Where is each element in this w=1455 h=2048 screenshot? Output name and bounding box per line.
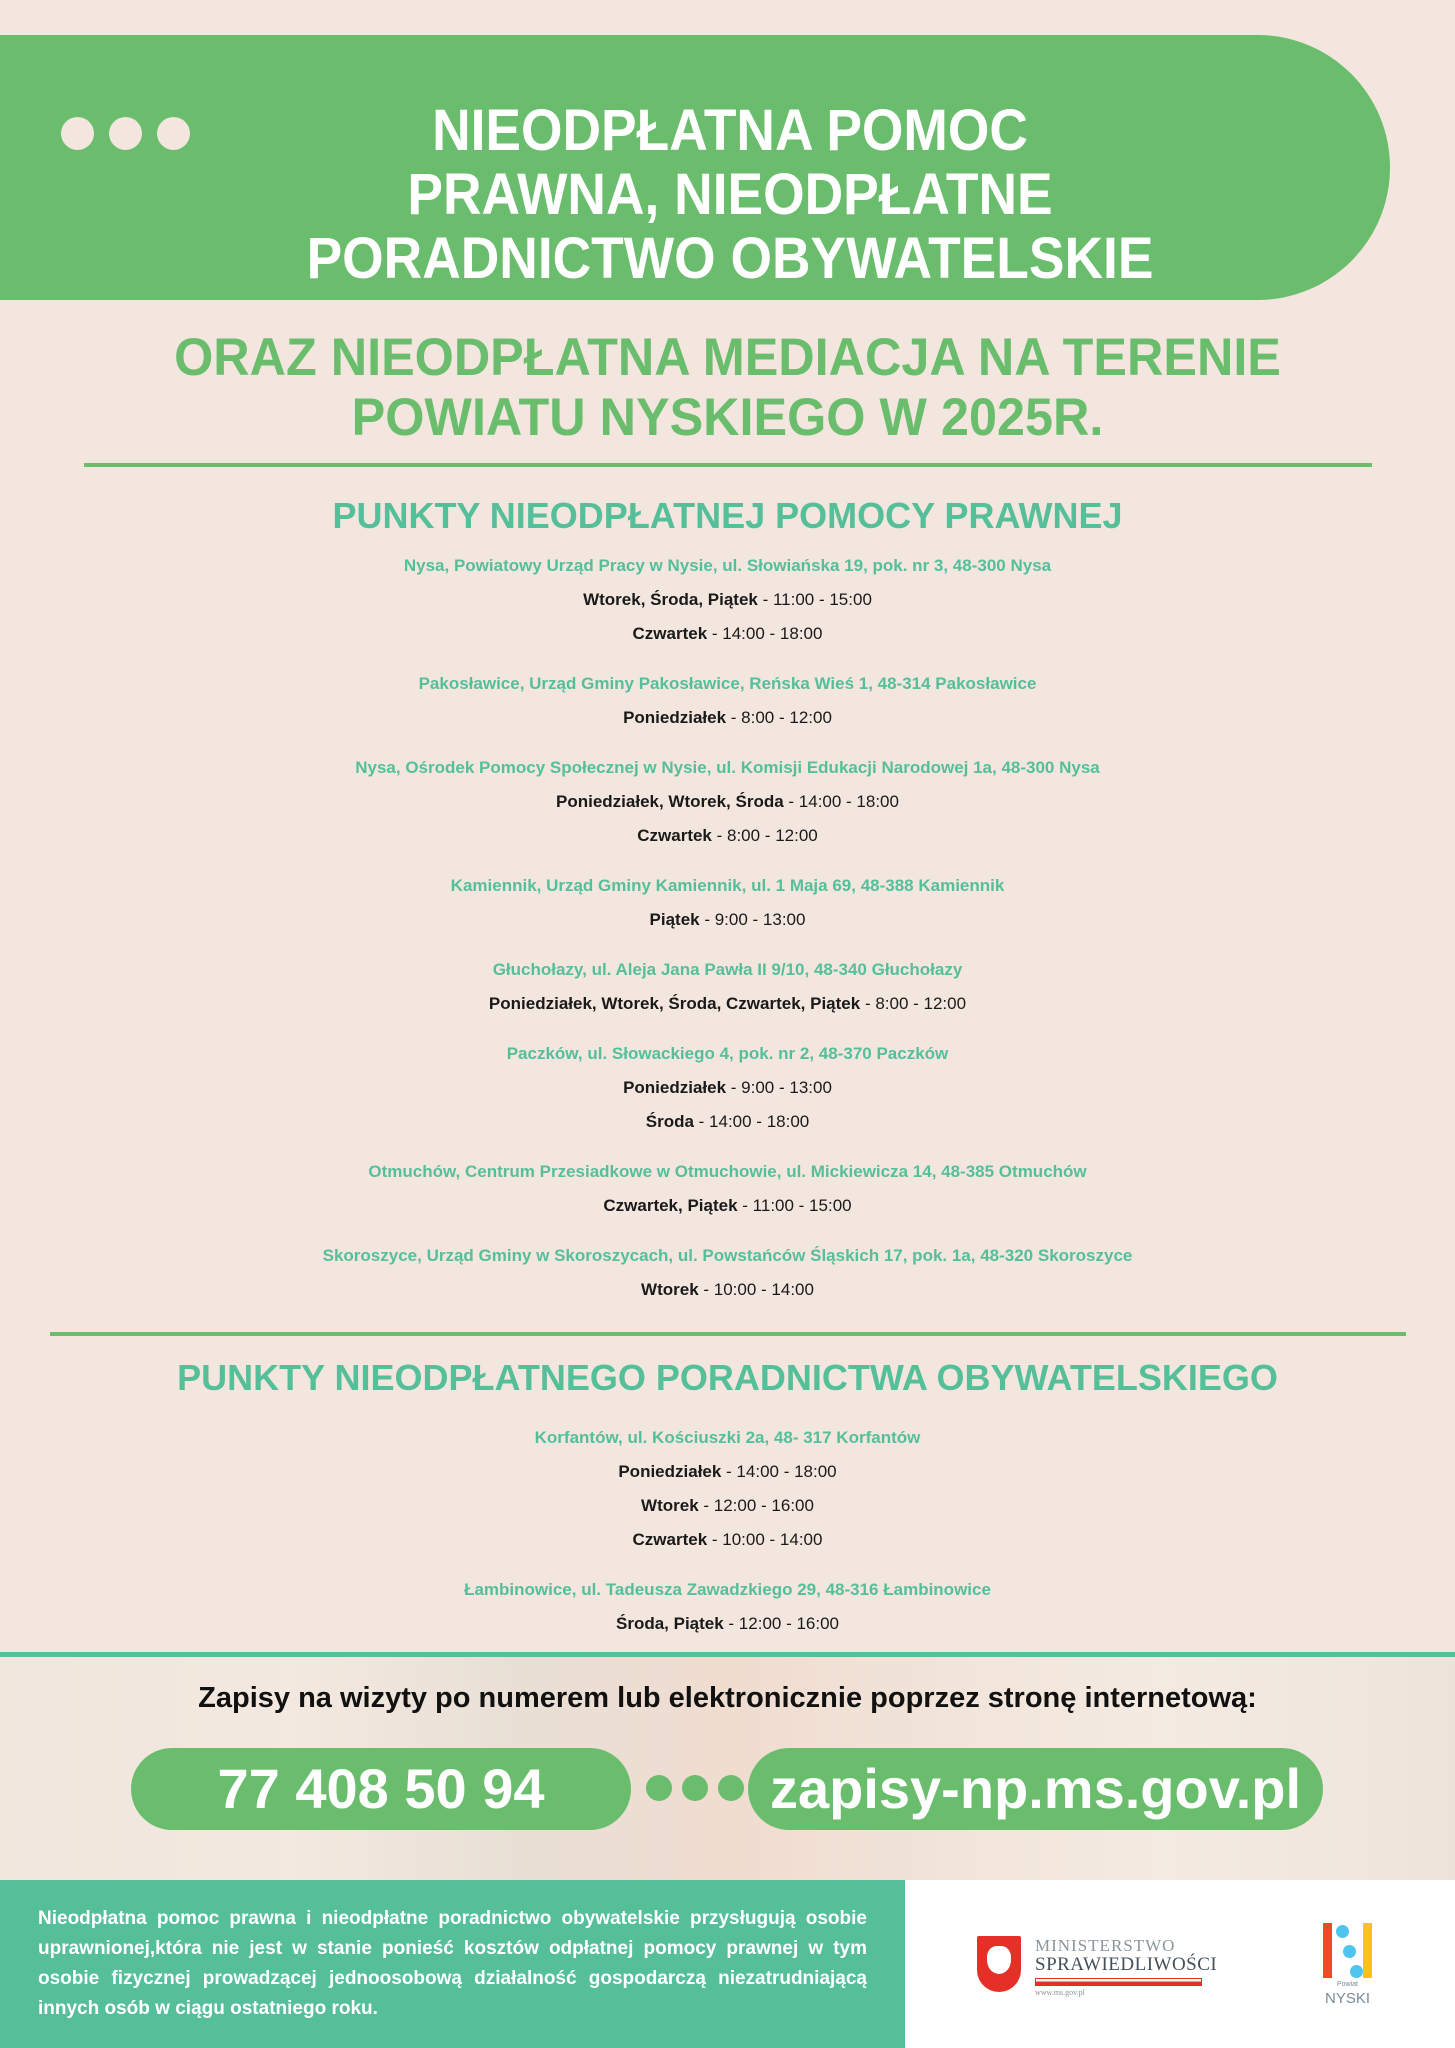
- spacer: [0, 1557, 1455, 1573]
- hours-time: - 11:00 - 15:00: [737, 1196, 852, 1215]
- registration-text: Zapisy na wizyty po numerem lub elektronicznie poprzez stronę internetową:: [198, 1682, 1257, 1714]
- point-hours: [0, 987, 1455, 1021]
- ministry-name-line1: MINISTERSTWO: [1035, 1936, 1176, 1955]
- hours-time: - 14:00 - 18:00: [721, 1462, 837, 1481]
- county-label-small: Powiat: [1336, 1981, 1358, 1988]
- hours-time: - 14:00 - 18:00: [693, 1112, 810, 1131]
- spacer: [0, 651, 1455, 667]
- civic-advice-title: PUNKTY NIEODPŁATNEGO PORADNICTWA OBYWATELSKIEGO: [177, 1357, 1278, 1398]
- ministry-url: www.ms.gov.pl: [1035, 1988, 1085, 1997]
- hours-time: - 12:00 - 16:00: [723, 1614, 840, 1633]
- hours-days: Czwartek, Piątek: [603, 1196, 738, 1215]
- civic-advice-list: [0, 1421, 1455, 1641]
- divider: [84, 463, 1372, 467]
- eligibility-notice: Nieodpłatna pomoc prawna i nieodpłatne poradnictwo obywatelskie przysługują osobie uprawnionej,która nie jest w stanie ponieść kosztów odpłatnej pomocy prawnej w tym osobie fizycznej prowadzącej jednoosobową działalność gospodarczą niezatrudniającą innych osób w ciągu ostatniego roku.: [0, 1880, 905, 2048]
- hours-time: - 10:00 - 14:00: [707, 1530, 823, 1549]
- dot-icon: [718, 1775, 744, 1801]
- red-bar-icon: [1323, 1923, 1332, 1978]
- header-banner: [0, 35, 1390, 300]
- dot-icon: [61, 117, 94, 150]
- hours-days: Wtorek, Środa, Piątek: [583, 590, 758, 609]
- page-subtitle: [74, 328, 1380, 448]
- point-address: Głuchołazy, ul. Aleja Jana Pawła II 9/10, 48-340 Głuchołazy: [492, 960, 963, 979]
- point-hours: [0, 701, 1455, 735]
- legal-aid-title: PUNKTY NIEODPŁATNEJ POMOCY PRAWNEJ: [332, 495, 1123, 536]
- title-line: PORADNICTWO OBYWATELSKIE: [306, 226, 1154, 291]
- hours-days: Poniedziałek: [618, 1462, 722, 1481]
- point-hours: [0, 903, 1455, 937]
- spacer: [0, 1223, 1455, 1239]
- hours-days: Czwartek: [632, 624, 708, 643]
- point-address: Nysa, Ośrodek Pomocy Społecznej w Nysie, ul. Komisji Edukacji Narodowej 1a, 48-300 Nysa: [355, 758, 1100, 777]
- point-hours: [0, 785, 1455, 819]
- ministry-logo: [977, 1936, 1218, 2004]
- blue-dot-icon: [1350, 1965, 1363, 1978]
- subtitle-line: ORAZ NIEODPŁATNA MEDIACJA NA TERENIE: [174, 328, 1281, 387]
- hours-time: - 9:00 - 13:00: [699, 910, 806, 929]
- spacer: [0, 1139, 1455, 1155]
- point-address: Łambinowice, ul. Tadeusza Zawadzkiego 29, 48-316 Łambinowice: [464, 1580, 991, 1599]
- spacer: [0, 853, 1455, 869]
- point-hours: [0, 1105, 1455, 1139]
- dot-icon: [646, 1775, 672, 1801]
- hours-days: Poniedziałek: [623, 708, 727, 727]
- hours-days: Środa, Piątek: [615, 1614, 724, 1633]
- hours-time: - 12:00 - 16:00: [698, 1496, 814, 1515]
- hours-days: Czwartek: [632, 1530, 708, 1549]
- point-address: Pakosławice, Urząd Gminy Pakosławice, Reńska Wieś 1, 48-314 Pakosławice: [418, 674, 1037, 693]
- point-address: Skoroszyce, Urząd Gminy w Skoroszycach, ul. Powstańców Śląskich 17, pok. 1a, 48-320 Skoroszyce: [322, 1246, 1133, 1265]
- legal-aid-list: [0, 549, 1455, 1307]
- divider: [50, 1332, 1406, 1336]
- title-line: PRAWNA, NIEODPŁATNE: [407, 162, 1053, 227]
- hours-days: Wtorek: [641, 1496, 699, 1515]
- blue-dot-icon: [1336, 1925, 1349, 1938]
- point-hours: [0, 583, 1455, 617]
- page-title: [187, 99, 1273, 291]
- county-label-big: NYSKI: [1324, 1990, 1370, 2007]
- dots-decoration: [61, 117, 190, 150]
- title-line: NIEODPŁATNA POMOC: [432, 98, 1028, 163]
- subtitle-line: POWIATU NYSKIEGO W 2025R.: [351, 388, 1104, 447]
- dot-icon: [109, 117, 142, 150]
- flag-stripe: [1035, 1978, 1202, 1986]
- dot-icon: [157, 117, 190, 150]
- point-hours: [0, 819, 1455, 853]
- website-link[interactable]: zapisy-np.ms.gov.pl: [748, 1748, 1323, 1830]
- point-hours: [0, 617, 1455, 651]
- point-hours: [0, 1523, 1455, 1557]
- spacer: [0, 1021, 1455, 1037]
- point-address: Otmuchów, Centrum Przesiadkowe w Otmuchowie, ul. Mickiewicza 14, 48-385 Otmuchów: [368, 1162, 1087, 1181]
- point-address: Paczków, ul. Słowackiego 4, pok. nr 2, 48-370 Paczków: [506, 1044, 949, 1063]
- hours-time: - 14:00 - 18:00: [783, 792, 899, 811]
- county-logo: [1315, 1923, 1385, 2013]
- hours-time: - 14:00 - 18:00: [707, 624, 823, 643]
- hours-time: - 10:00 - 14:00: [698, 1280, 814, 1299]
- hours-days: Poniedziałek: [623, 1078, 727, 1097]
- dots-decoration: [646, 1775, 744, 1801]
- hours-days: Piątek: [649, 910, 700, 929]
- dot-icon: [682, 1775, 708, 1801]
- eagle-crest-icon: [977, 1936, 1021, 1992]
- point-hours: [0, 1489, 1455, 1523]
- logos-panel: [905, 1880, 1455, 2048]
- hours-days: Środa: [645, 1112, 694, 1131]
- spacer: [0, 735, 1455, 751]
- hours-days: Poniedziałek, Wtorek, Środa: [556, 792, 784, 811]
- spacer: [0, 937, 1455, 953]
- hours-time: - 8:00 - 12:00: [726, 708, 832, 727]
- point-hours: [0, 1071, 1455, 1105]
- point-address: Korfantów, ul. Kościuszki 2a, 48- 317 Korfantów: [534, 1428, 921, 1447]
- hours-days: Poniedziałek, Wtorek, Środa, Czwartek, Piątek: [488, 994, 861, 1013]
- hours-time: - 11:00 - 15:00: [757, 590, 872, 609]
- yellow-bar-icon: [1363, 1923, 1372, 1978]
- hours-days: Czwartek: [637, 826, 712, 845]
- hours-time: - 8:00 - 12:00: [711, 826, 818, 845]
- point-address: Nysa, Powiatowy Urząd Pracy w Nysie, ul. Słowiańska 19, pok. nr 3, 48-300 Nysa: [403, 556, 1052, 575]
- hours-time: - 9:00 - 13:00: [726, 1078, 832, 1097]
- point-hours: [0, 1607, 1455, 1641]
- point-hours: [0, 1455, 1455, 1489]
- hours-time: - 8:00 - 12:00: [860, 994, 967, 1013]
- point-hours: [0, 1273, 1455, 1307]
- phone-number[interactable]: 77 408 50 94: [131, 1748, 631, 1830]
- ministry-name-line2: SPRAWIEDLIWOŚCI: [1035, 1954, 1218, 1975]
- blue-dot-icon: [1343, 1945, 1356, 1958]
- hours-days: Wtorek: [641, 1280, 699, 1299]
- point-hours: [0, 1189, 1455, 1223]
- point-address: Kamiennik, Urząd Gminy Kamiennik, ul. 1 Maja 69, 48-388 Kamiennik: [450, 876, 1005, 895]
